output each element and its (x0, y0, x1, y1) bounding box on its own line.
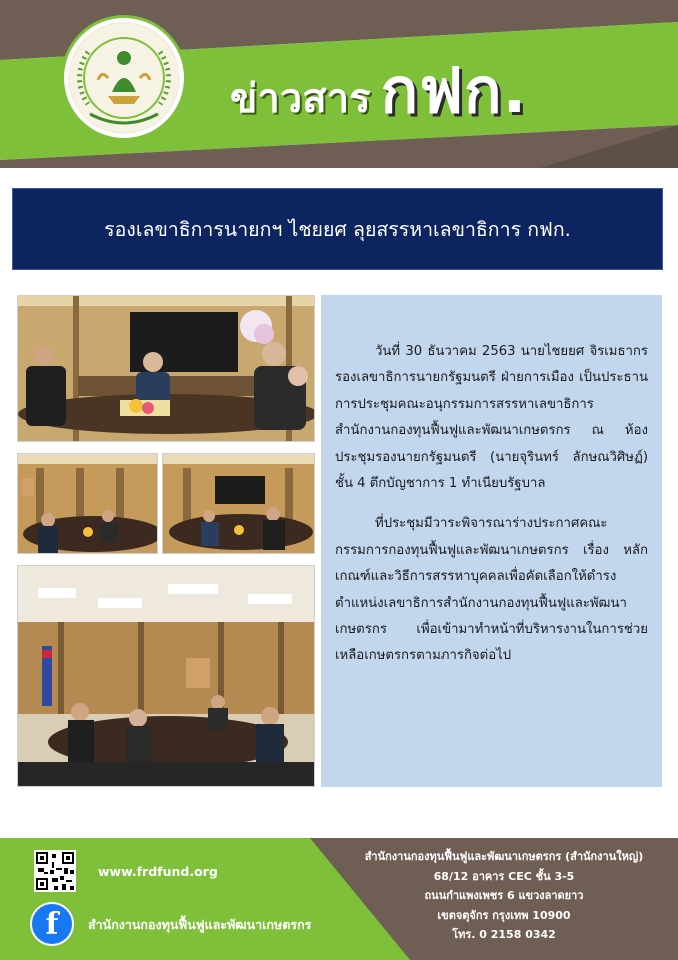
logo-emblem-icon (68, 22, 180, 134)
header-banner (0, 0, 678, 168)
header-title-prefix: ข่าวสาร (230, 76, 371, 122)
address-line-3: ถนนกำแพงเพชร 6 แขวงลาดยาว (424, 889, 584, 903)
footer (0, 838, 678, 960)
header-title (230, 42, 527, 140)
office-address (330, 847, 678, 945)
address-line-4: เขตจตุจักร กรุงเทพ 10900 (437, 908, 571, 922)
meeting-photo-3 (162, 453, 315, 554)
article-paragraph-2: ที่ประชุมมีวาระพิจารณาร่างประกาศคณะกรรมการกองทุนฟื้นฟูและพัฒนาเกษตรกร เรื่อง หลักเกณฑ์และวิธีการสรรหาบุคคลเพื่อคัดเลือกให้ดำรงตำแหน่งเลขาธิการสำนักงานกองทุนฟื้นฟูและพัฒนาเกษตรกร เพื่อเข้ามาทำหน้าที่บริหารงานในการช่วยเหลือเกษตรกรตามภารกิจต่อไป (335, 516, 648, 664)
frdfund-logo (64, 18, 184, 138)
meeting-photo-4 (17, 565, 315, 787)
headline-text: รองเลขาธิการนายกฯ ไชยยศ ลุยสรรหาเลขาธิการ กฟก. (104, 217, 571, 241)
address-line-1: สำนักงานกองทุนฟื้นฟูและพัฒนาเกษตรกร (สำนักงานใหญ่) (364, 850, 644, 863)
facebook-page-link[interactable]: สำนักงานกองทุนฟื้นฟูและพัฒนาเกษตรกร (88, 917, 312, 932)
headline-banner (12, 188, 663, 270)
website-link[interactable]: www.frdfund.org (98, 864, 218, 879)
article-body (321, 295, 662, 787)
address-line-2: 68/12 อาคาร CEC ชั้น 3-5 (433, 869, 575, 883)
meeting-photo-2 (17, 453, 158, 554)
meeting-photo-1 (17, 295, 315, 442)
article-paragraph-1: วันที่ 30 ธันวาคม 2563 นายไชยยศ จิรเมธากร รองเลขาธิการนายกรัฐมนตรี ฝ่ายการเมือง เป็นประธานการประชุมคณะอนุกรรมการสรรหาเลขาธิการสำนักงานกองทุนฟื้นฟูและพัฒนาเกษตรกร ณ ห้องประชุมรองนายกรัฐมนตรี (นายจุรินทร์ ลักษณวิศิษฏ์) ชั้น 4 ตึกบัญชาการ 1 ทำเนียบรัฐบาล (335, 344, 648, 492)
qr-code-icon[interactable] (34, 850, 76, 892)
phone-number: โทร. 0 2158 0342 (452, 928, 556, 942)
facebook-icon[interactable]: f (30, 902, 74, 946)
header-title-main: กฟก. (380, 54, 528, 127)
